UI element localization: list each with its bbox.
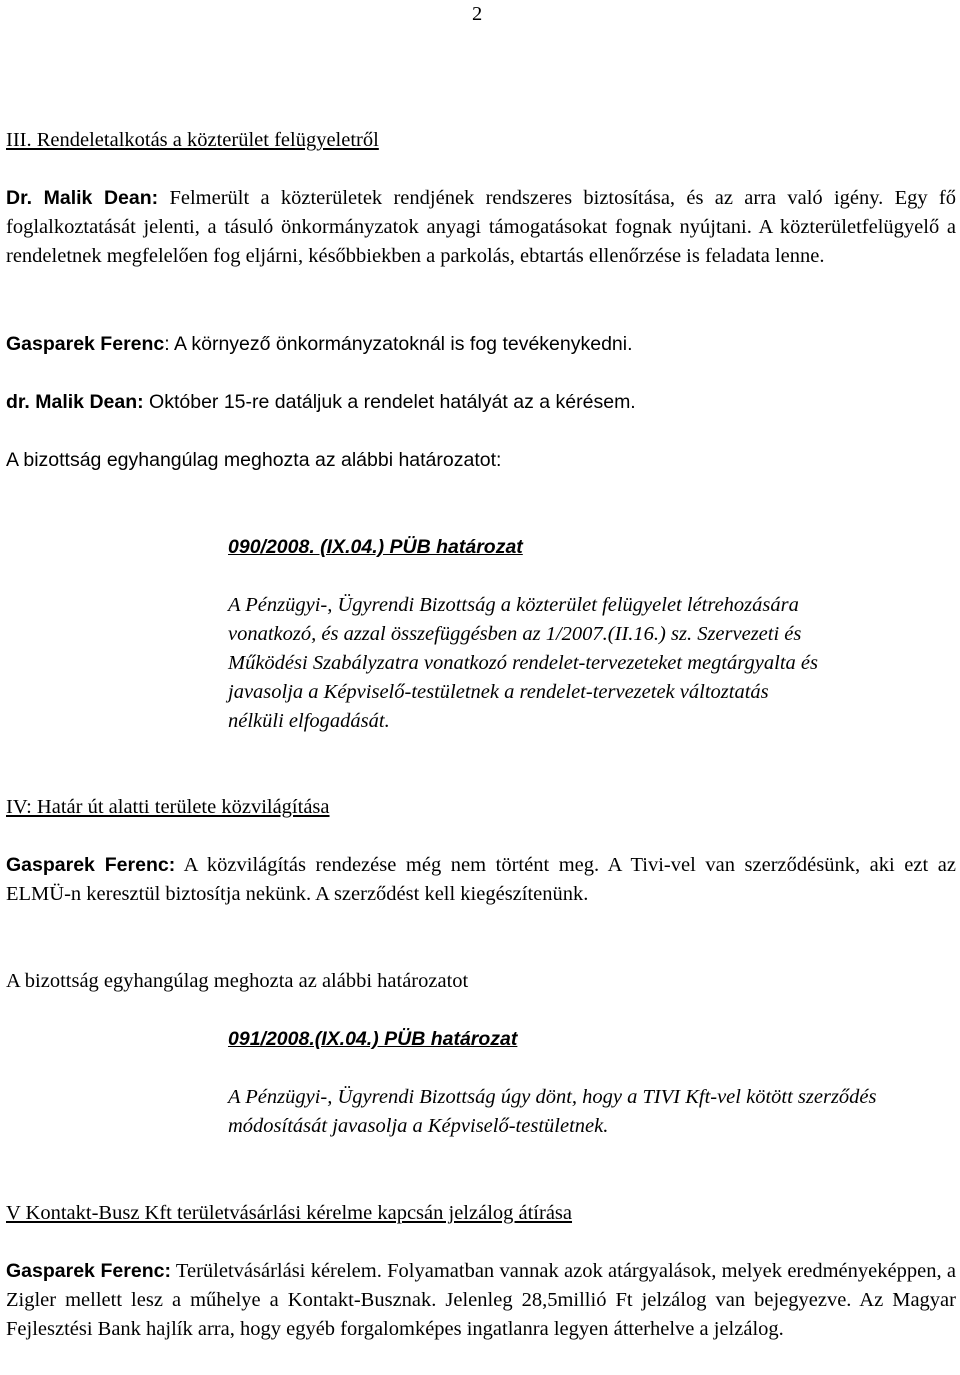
section-5-heading: V Kontakt-Busz Kft területvásárlási kérelme kapcsán jelzálog átírása (6, 1202, 573, 1224)
section-5-paragraph-1 (6, 1257, 956, 1344)
section-3-paragraph-4: A bizottság egyhangúlag meghozta az alábbi határozatot: (6, 449, 502, 471)
section-3-paragraph-3 (6, 388, 956, 417)
section-3-paragraph-1 (6, 184, 956, 271)
resolution-090-title: 090/2008. (IX.04.) PÜB határozat (228, 536, 523, 558)
section-4-paragraph-2: A bizottság egyhangúlag meghozta az alábbi határozatot (6, 970, 469, 992)
section-4-paragraph-1 (6, 851, 956, 909)
speaker-name: Gasparek Ferenc: (6, 1260, 171, 1282)
paragraph-text: Október 15-re datáljuk a rendelet hatályát az a kérésem. (143, 391, 636, 413)
paragraph-text: Területvásárlási kérelem. Folyamatban vannak azok atárgyalások, melyek eredményeképpen, a Zigler mellett lesz a műhelye a Kontakt-Busznak. Jelenleg 28,5millió Ft jelzálog van bejegyezve. Az Magyar Fejlesztési Bank hajlík arra, hogy egyéb forgalomképes ingatlanra legyen átterhelve a jelzálog. (6, 1260, 956, 1340)
resolution-090-body: A Pénzügyi-, Ügyrendi Bizottság a közterület felügyelet létrehozására vonatkozó, és azzal összefüggésben az 1/2007.(II.16.) sz. Szervezeti és Működési Szabályzatra vonatkozó rendelet-tervezeteket megtárgyalta és javasolja a Képviselő-testületnek a rendelet-tervezetek változtatás nélküli elfogadását. (228, 594, 818, 732)
speaker-name: Gasparek Ferenc (6, 333, 165, 355)
paragraph-text: Felmerült a közterületek rendjének rendszeres biztosítása, és az arra való igény. Egy fő foglalkoztatását jelenti, a tásuló önkormányzatok anyagi támogatásokat fognak nyújtani. A közterületfelügyelő a rendeletnek megfelelően fog eljárni, későbbiekben a parkolás, ebtartás ellenőrzése is feladata lenne. (6, 187, 956, 267)
page-number: 2 (472, 3, 483, 25)
speaker-name: dr. Malik Dean: (6, 391, 144, 413)
paragraph-text: A közvilágítás rendezése még nem történt meg. A Tivi-vel van szerződésünk, aki ezt az ELMÜ-n keresztül biztosítja nekünk. A szerződést kell kiegészítenünk. (6, 854, 956, 905)
section-4-heading: IV: Határ út alatti területe közvilágítása (6, 796, 330, 818)
resolution-091-title: 091/2008.(IX.04.) PÜB határozat (228, 1028, 518, 1050)
speaker-name: Gasparek Ferenc: (6, 854, 176, 876)
speaker-name: Dr. Malik Dean: (6, 187, 159, 209)
resolution-091-body: A Pénzügyi-, Ügyrendi Bizottság úgy dönt, hogy a TIVI Kft-vel kötött szerződés módosítását javasolja a Képviselő-testületnek. (228, 1086, 877, 1137)
section-3-paragraph-2 (6, 330, 956, 359)
section-3-heading: III. Rendeletalkotás a közterület felügyeletről (6, 129, 379, 151)
paragraph-text: : A környező önkormányzatoknál is fog tevékenykedni. (164, 333, 633, 355)
